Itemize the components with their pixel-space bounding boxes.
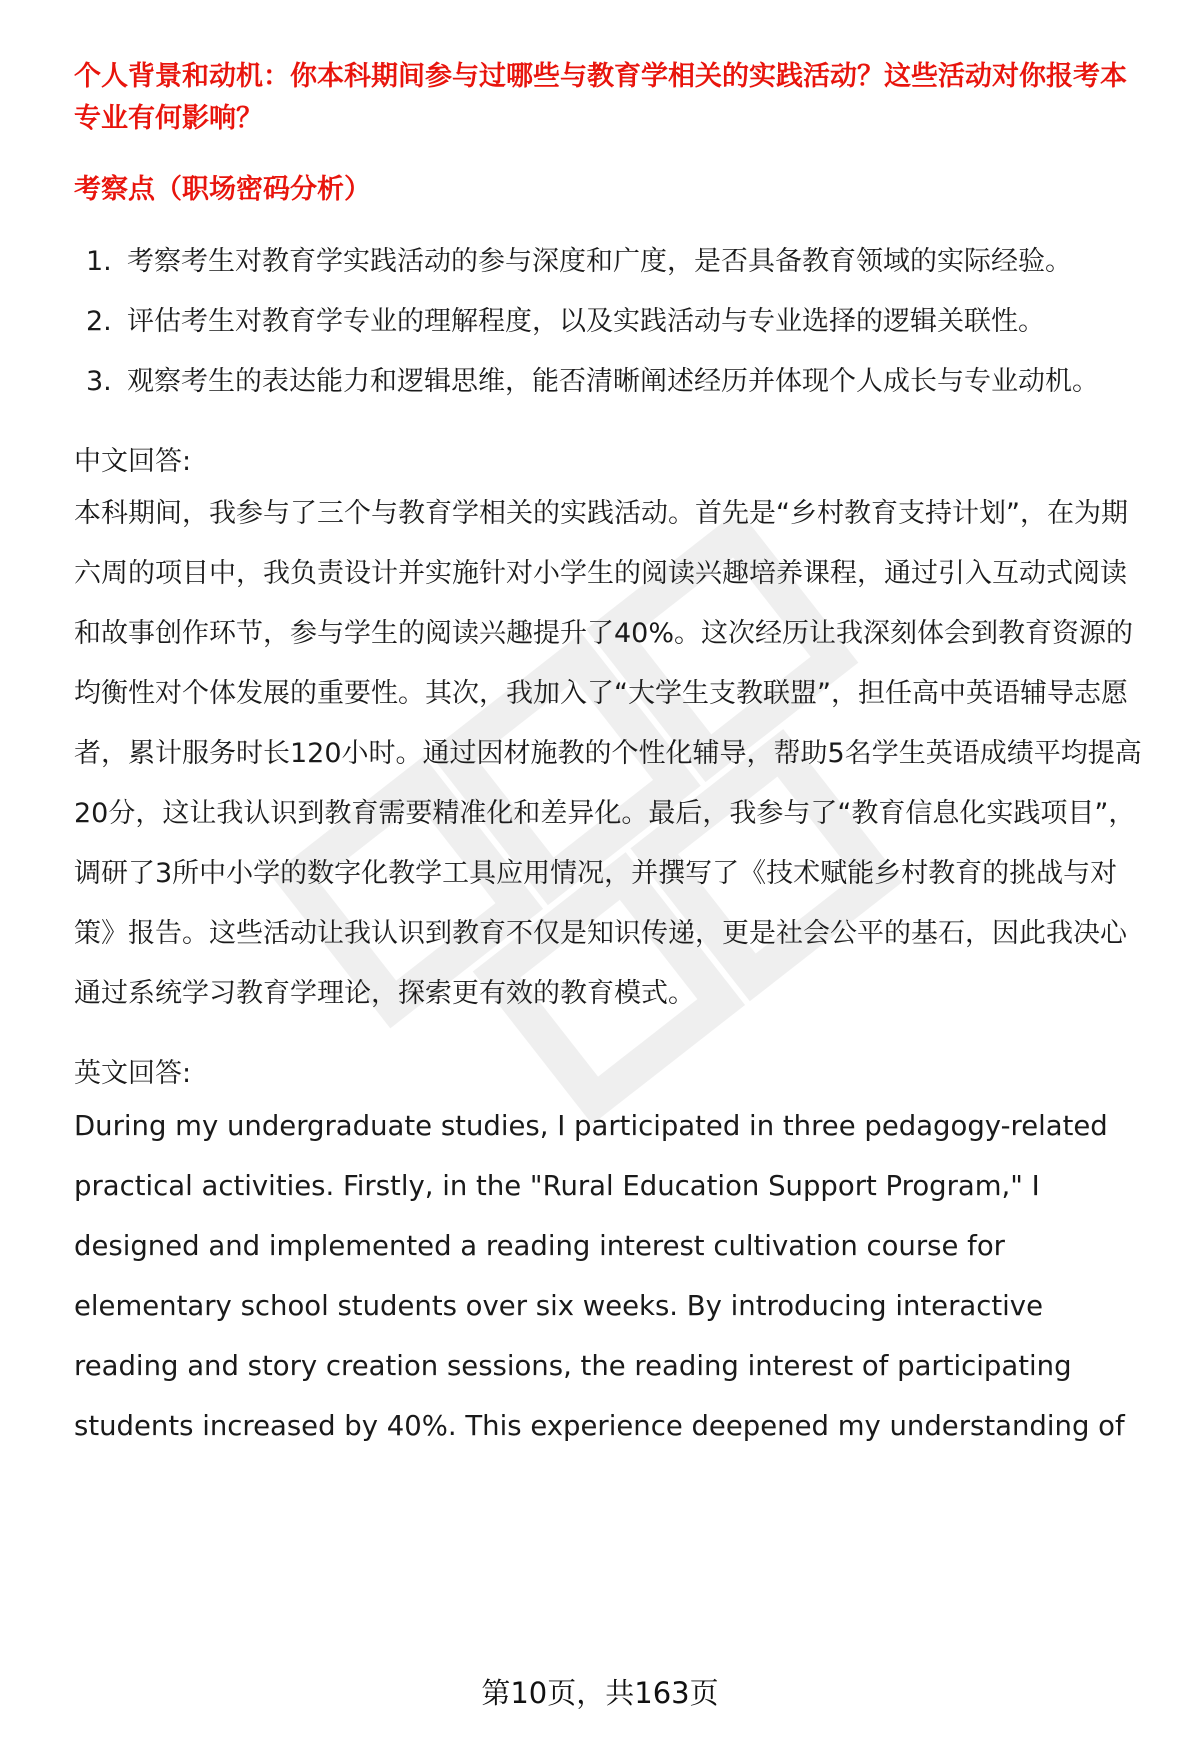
point-text: 评估考生对教育学专业的理解程度，以及实践活动与专业选择的逻辑关联性。: [127, 306, 1045, 337]
assessment-point: [74, 292, 1144, 352]
point-text: 考察考生对教育学实践活动的参与深度和广度，是否具备教育领域的实际经验。: [127, 246, 1072, 277]
page-number-footer: 第10页，共163页: [481, 1676, 719, 1710]
assessment-points-list: [74, 232, 1144, 412]
english-answer-text: During my undergraduate studies, I participated in three pedagogy-related practical activities. Firstly, in the "Rural Education Support Program," I designed and implemented a reading interest cultivation course for elementary school students over six weeks. By introducing interactive reading and story creation sessions, the reading interest of participating students increased by 40%. This experience deepened my understanding of: [74, 1110, 1125, 1442]
point-text: 观察考生的表达能力和逻辑思维，能否清晰阐述经历并体现个人成长与专业动机。: [127, 366, 1099, 397]
assessment-point: [74, 232, 1144, 292]
point-number: 1.: [86, 246, 112, 277]
document-content: [74, 56, 1144, 1456]
chinese-answer-text: 本科期间，我参与了三个与教育学相关的实践活动。首先是“乡村教育支持计划”，在为期六周的项目中，我负责设计并实施针对小学生的阅读兴趣培养课程，通过引入互动式阅读和故事创作环节，参与学生的阅读兴趣提升了40%。这次经历让我深刻体会到教育资源的均衡性对个体发展的重要性。其次，我加入了“大学生支教联盟”，担任高中英语辅导志愿者，累计服务时长120小时。通过因材施教的个性化辅导，帮助5名学生英语成绩平均提高20分，这让我认识到教育需要精准化和差异化。最后，我参与了“教育信息化实践项目”，调研了3所中小学的数字化教学工具应用情况，并撰写了《技术赋能乡村教育的挑战与对策》报告。这些活动让我认识到教育不仅是知识传递，更是社会公平的基石，因此我决心通过系统学习教育学理论，探索更有效的教育模式。: [74, 498, 1142, 1009]
chinese-answer-label: 中文回答:: [74, 446, 192, 477]
assessment-point: [74, 352, 1144, 412]
point-number: 3.: [86, 366, 112, 397]
assessment-label: 考察点（职场密码分析）: [74, 174, 371, 205]
question-heading: 个人背景和动机：你本科期间参与过哪些与教育学相关的实践活动？这些活动对你报考本专业有何影响？: [74, 61, 1127, 134]
point-number: 2.: [86, 306, 112, 337]
english-answer-label: 英文回答:: [74, 1058, 192, 1089]
